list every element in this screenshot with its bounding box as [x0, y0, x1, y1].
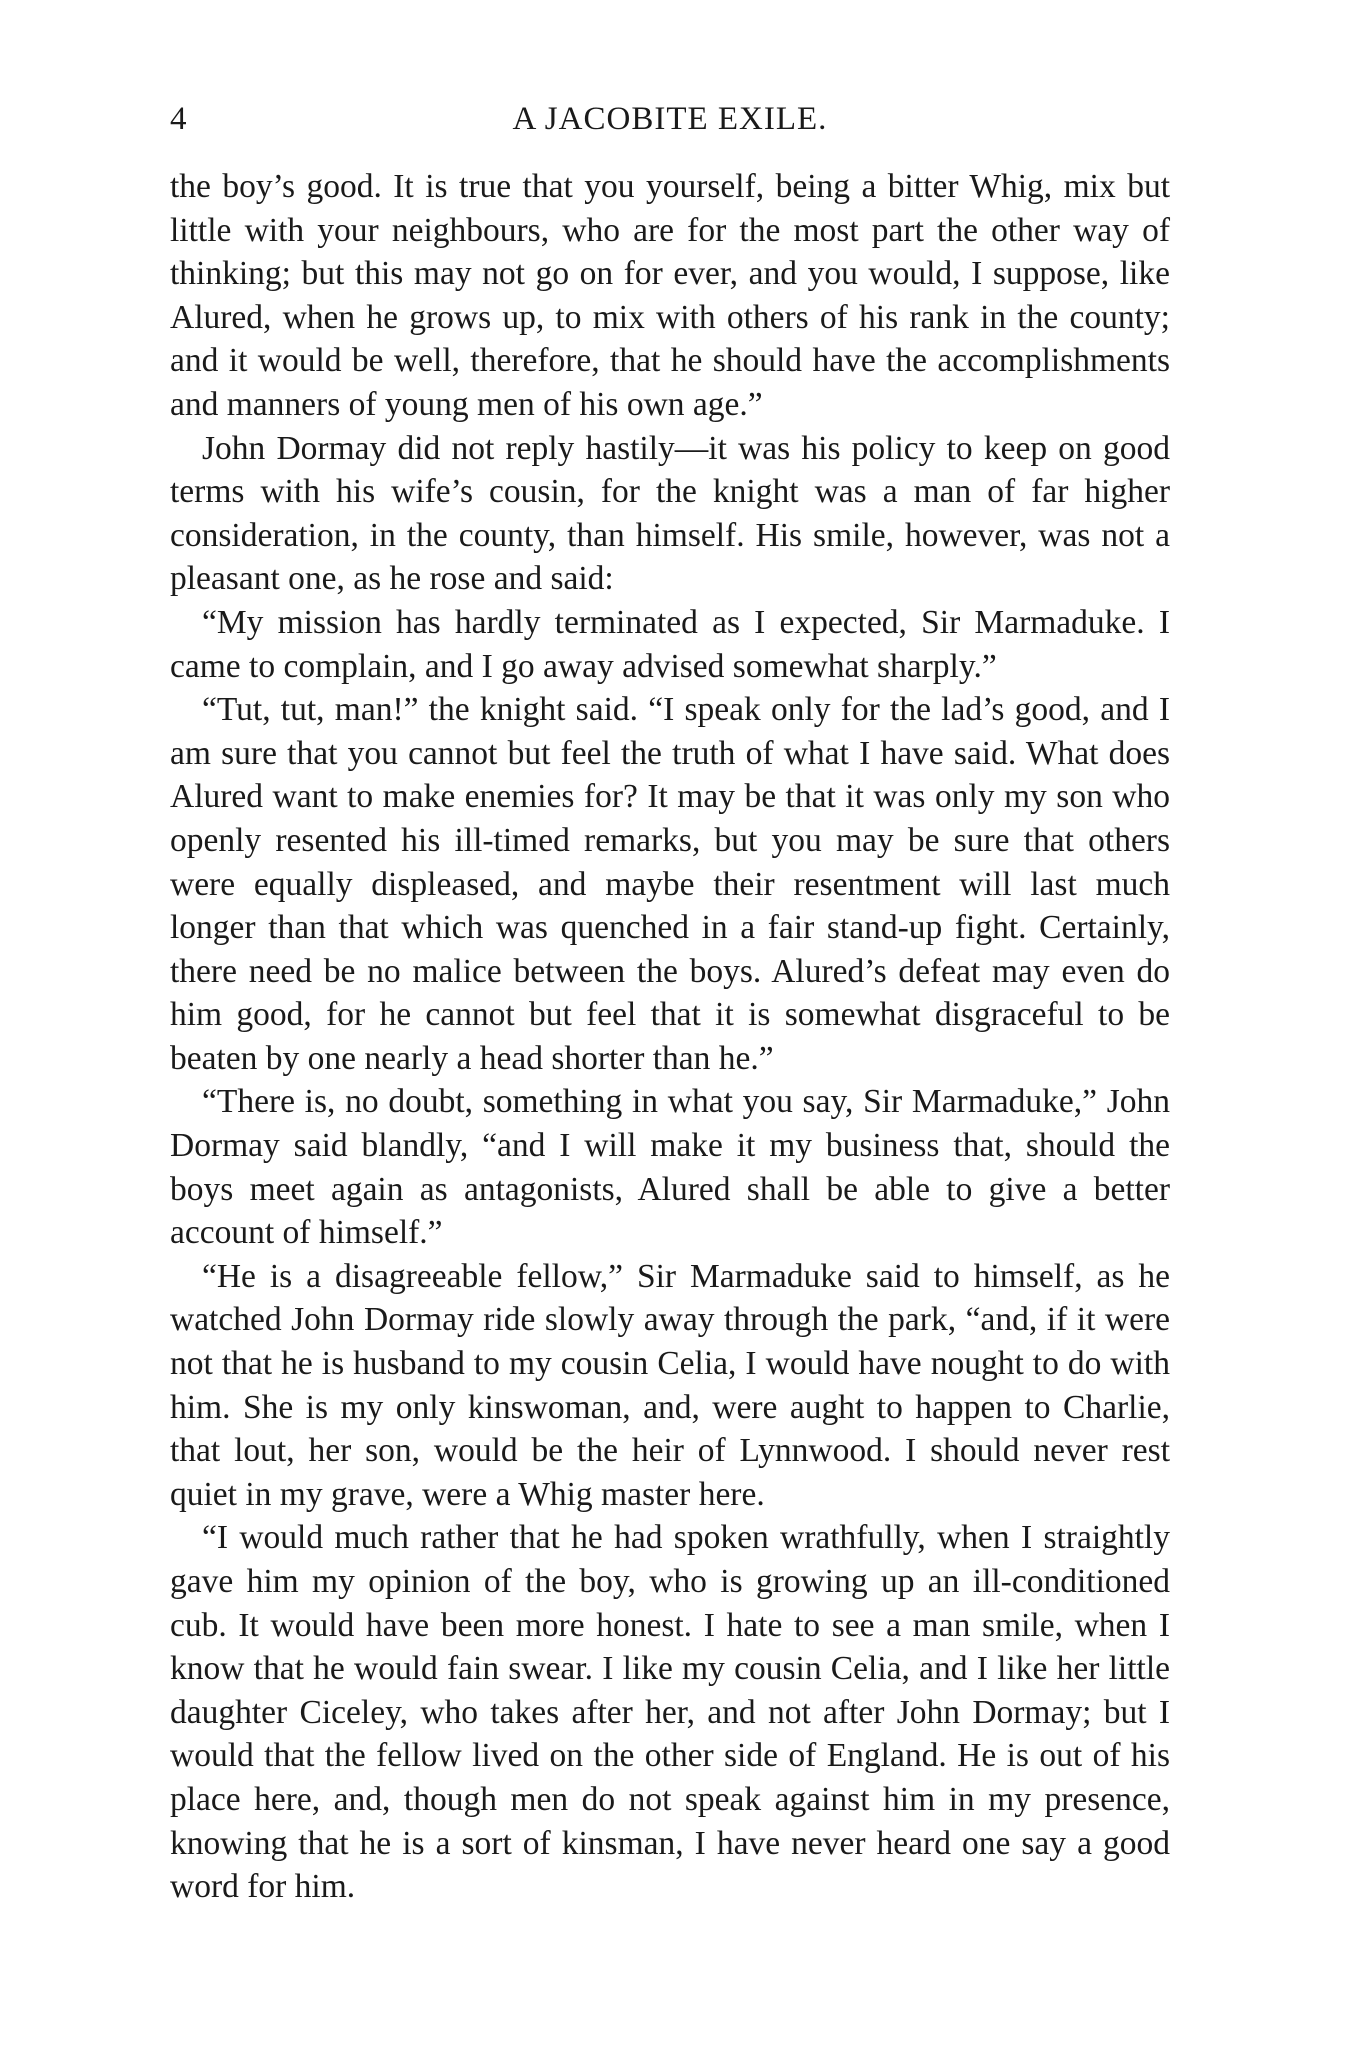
paragraph: “Tut, tut, man!” the knight said. “I speak only for the lad’s good, and I am sure that you cannot but feel the truth of what I have said. What does Alured want to make enemies for? It may be that it was only my son who openly resented his ill-timed remarks, but you may be sure that others were equally displeased, and maybe their resentment will last much longer than that which was quenched in a fair stand-up fight. Certainly, there need be no malice between the boys. Alured’s defeat may even do him good, for he cannot but feel that it is somewhat disgraceful to be beaten by one nearly a head shorter than he.” [170, 691, 1170, 1077]
body-text [170, 165, 1170, 1909]
paragraph: “I would much rather that he had spoken wrathfully, when I straightly gave him my opinion of the boy, who is growing up an ill-conditioned cub. It would have been more honest. I hate to see a man smile, when I know that he would fain swear. I like my cousin Celia, and I like her little daughter Ciceley, who takes after her, and not after John Dormay; but I would that the fellow lived on the other side of England. He is out of his place here, and, though men do not speak against him in my presence, knowing that he is a sort of kinsman, I have never heard one say a good word for him. [170, 1519, 1170, 1906]
paragraph: “He is a disagreeable fellow,” Sir Marmaduke said to himself, as he watched John Dormay ride slowly away through the park, “and, if it were not that he is husband to my cousin Celia, I would have nought to do with him. She is my only kinswoman, and, were aught to happen to Charlie, that lout, her son, would be the heir of Lynnwood. I should never rest quiet in my grave, were a Whig master here. [170, 1257, 1170, 1513]
paragraph: John Dormay did not reply hastily—it was his policy to keep on good terms with his wife’s cousin, for the knight was a man of far higher consideration, in the county, than himself. His smile, however, was not a pleasant one, as he rose and said: [170, 429, 1170, 598]
paragraph: the boy’s good. It is true that you yourself, being a bitter Whig, mix but little with your neighbours, who are for the most part the other way of thinking; but this may not go on for ever, and you would, I suppose, like Alured, when he grows up, to mix with others of his rank in the county; and it would be well, therefore, that he should have the accomplishments and manners of young men of his own age.” [170, 168, 1170, 423]
running-title: A JACOBITE EXILE. [512, 101, 828, 137]
page-number: 4 [170, 101, 187, 137]
paragraph: “My mission has hardly terminated as I expected, Sir Marmaduke. I came to complain, and I go away advised somewhat sharply.” [170, 603, 1170, 685]
paragraph: “There is, no doubt, something in what you say, Sir Marmaduke,” John Dormay said blandly, “and I will make it my business that, should the boys meet again as antagonists, Alured shall be able to give a better account of himself.” [170, 1083, 1170, 1252]
running-head [170, 96, 1170, 142]
